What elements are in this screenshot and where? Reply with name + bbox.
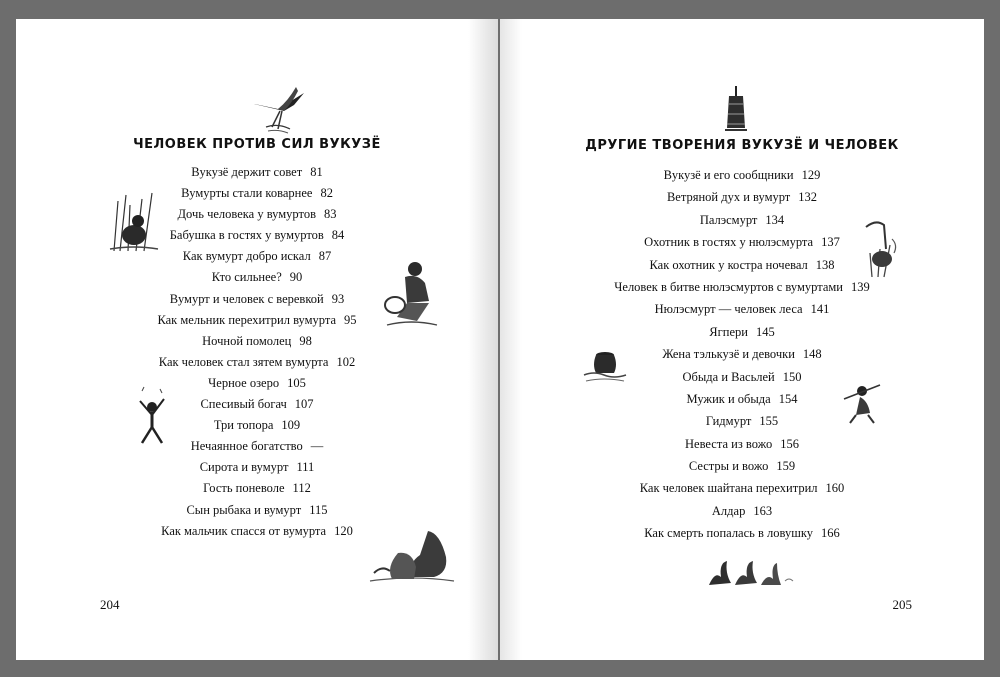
toc-entry[interactable]	[500, 500, 984, 522]
toc-entry-page: 84	[331, 228, 345, 243]
toc-entry-page: 120	[334, 523, 353, 538]
toc-entry-title: Сирота и вумурт	[199, 460, 289, 475]
toc-entry[interactable]	[16, 394, 498, 415]
toc-entry-title: Вукузё держит совет	[191, 165, 303, 179]
flying-geese-illustration	[705, 557, 797, 591]
toc-entry-page: 155	[759, 414, 779, 429]
toc-entry-page: 93	[331, 291, 345, 306]
toc-entry-page: —	[310, 439, 324, 454]
toc-entry[interactable]	[16, 457, 498, 478]
toc-entry-title: Гидмурт	[705, 414, 752, 429]
heron-plant-illustration	[858, 219, 900, 279]
toc-entry-title: Спесивый богач	[200, 397, 287, 412]
toc-entry-title: Ветряной дух и вумурт	[666, 190, 791, 205]
book-spread	[16, 19, 984, 660]
pot-in-water-illustration	[582, 349, 628, 383]
toc-entry-title: Гость поневоле	[203, 481, 285, 496]
toc-entry-page: 137	[821, 235, 840, 250]
toc-entry-page: 145	[755, 324, 775, 339]
toc-entry-page: 148	[802, 347, 822, 362]
toc-entry[interactable]	[16, 183, 498, 204]
right-page	[500, 19, 984, 660]
toc-entry-title: Нечаянное богатство	[190, 439, 303, 454]
toc-entry-title: Охотник в гостях у нюлэсмурта	[644, 235, 814, 250]
toc-entry-page: 159	[776, 459, 796, 474]
crane-illustration	[248, 83, 308, 135]
toc-entry-title: Алдар	[711, 503, 746, 518]
toc-entry-page: 95	[344, 312, 357, 327]
toc-entry-page: 138	[815, 257, 835, 272]
toc-entry-title: Невеста из вожо	[685, 436, 773, 451]
toc-entry[interactable]	[16, 331, 498, 352]
toc-entry[interactable]	[500, 209, 984, 231]
falling-figure-illustration	[134, 385, 170, 447]
butter-churn-illustration	[724, 86, 748, 132]
right-page-title: ДРУГИЕ ТВОРЕНИЯ ВУКУЗЁ И ЧЕЛОВЕК	[585, 138, 899, 153]
toc-entry-page: 115	[309, 502, 328, 517]
toc-entry[interactable]	[500, 186, 984, 208]
toc-entry-title: Обыда и Васьлей	[682, 369, 775, 384]
toc-entry-title: Бабушка в гостях у вумуртов	[169, 228, 324, 243]
toc-entry-page: 87	[318, 249, 332, 264]
toc-entry-title: Ягпери	[709, 324, 748, 339]
toc-entry[interactable]	[16, 436, 498, 457]
toc-entry-title: Как мельник перехитрил вумурта	[157, 312, 337, 327]
toc-entry-title: Как охотник у костра ночевал	[649, 257, 808, 272]
toc-entry-title: Дочь человека у вумуртов	[177, 207, 316, 222]
toc-entry-page: 83	[323, 207, 337, 222]
toc-entry[interactable]	[16, 162, 498, 183]
toc-entry[interactable]	[500, 231, 984, 253]
toc-entry-title: Вумурт и человек с веревкой	[169, 291, 324, 306]
toc-entry-page: 166	[821, 526, 840, 541]
toc-entry-title: Черное озеро	[208, 375, 280, 390]
toc-entry-title: Ночной помолец	[202, 333, 292, 348]
page-number: 205	[892, 597, 912, 612]
toc-entry[interactable]	[500, 366, 984, 388]
toc-entry-page: 163	[753, 503, 773, 518]
toc-entry-title: Как смерть попалась в ловушку	[644, 526, 813, 541]
page-number: 204	[100, 597, 120, 612]
toc-entry[interactable]	[500, 298, 984, 320]
toc-entry-page: 112	[292, 481, 311, 496]
toc-entry-page: 156	[780, 436, 799, 451]
toc-entry[interactable]	[500, 276, 984, 298]
toc-entry[interactable]	[500, 522, 984, 544]
toc-entry-title: Как мальчик спасся от вумурта	[161, 523, 327, 538]
toc-entry-page: 160	[825, 481, 845, 496]
toc-entry[interactable]	[500, 164, 984, 186]
toc-entry[interactable]	[16, 500, 498, 521]
toc-entry-page: 134	[765, 212, 785, 227]
toc-entry[interactable]	[16, 373, 498, 394]
toc-entry[interactable]	[500, 410, 984, 432]
left-page	[16, 19, 498, 660]
toc-entry-title: Кто сильнее?	[211, 270, 282, 285]
sitting-man-illustration	[383, 257, 439, 329]
toc-entry-page: 81	[310, 165, 323, 179]
toc-entry[interactable]	[500, 455, 984, 477]
toc-entry[interactable]	[16, 352, 498, 373]
toc-entry-title: Вукузё и его сообщники	[663, 168, 794, 182]
toc-entry-title: Вумурты стали коварнее	[181, 186, 313, 201]
geese-illustration	[368, 527, 456, 583]
toc-entry[interactable]	[16, 478, 498, 499]
toc-entry-page: 129	[801, 168, 821, 182]
toc-entry-page: 139	[850, 279, 870, 294]
toc-entry-title: Палэсмурт	[699, 212, 758, 227]
toc-entry-title: Как человек стал зятем вумурта	[158, 354, 329, 369]
toc-entry-page: 154	[778, 391, 798, 406]
toc-entry[interactable]	[500, 343, 984, 365]
figure-with-stick-illustration	[840, 379, 884, 425]
toc-entry-page: 98	[299, 333, 312, 348]
toc-entry[interactable]	[16, 204, 498, 225]
toc-entry-page: 141	[810, 302, 830, 317]
toc-entry-title: Сын рыбака и вумурт	[186, 502, 302, 517]
toc-entry[interactable]	[500, 433, 984, 455]
left-page-title: ЧЕЛОВЕК ПРОТИВ СИЛ ВУКУЗЁ	[133, 137, 381, 152]
toc-entry-page: 132	[798, 190, 818, 205]
right-toc-list	[500, 164, 984, 545]
toc-entry-title: Мужик и обыда	[686, 391, 771, 406]
toc-entry-page: 82	[320, 186, 333, 201]
toc-entry-page: 105	[287, 375, 306, 390]
toc-entry-title: Нюлэсмурт — человек леса	[654, 302, 803, 317]
toc-entry-page: 150	[782, 369, 802, 384]
toc-entry-title: Сестры и вожо	[688, 459, 769, 474]
toc-entry[interactable]	[500, 321, 984, 343]
toc-entry[interactable]	[16, 415, 498, 436]
toc-entry-title: Как вумурт добро искал	[182, 249, 311, 264]
toc-entry-title: Жена тэлькузё и девочки	[662, 347, 795, 362]
toc-entry-page: 109	[281, 418, 301, 433]
toc-entry-page: 107	[294, 397, 314, 412]
toc-entry-page: 90	[289, 270, 303, 285]
toc-entry[interactable]	[16, 225, 498, 246]
reeds-figure-illustration	[108, 191, 160, 253]
toc-entry-title: Три топора	[213, 418, 274, 433]
toc-entry-page: 111	[296, 460, 315, 475]
toc-entry-title: Человек в битве нюлэсмуртов с вумуртами	[614, 279, 843, 294]
left-toc-list	[16, 162, 498, 542]
toc-entry-page: 102	[336, 354, 356, 369]
toc-entry[interactable]	[500, 254, 984, 276]
toc-entry-title: Как человек шайтана перехитрил	[639, 481, 818, 496]
toc-entry[interactable]	[500, 388, 984, 410]
toc-entry[interactable]	[500, 477, 984, 499]
